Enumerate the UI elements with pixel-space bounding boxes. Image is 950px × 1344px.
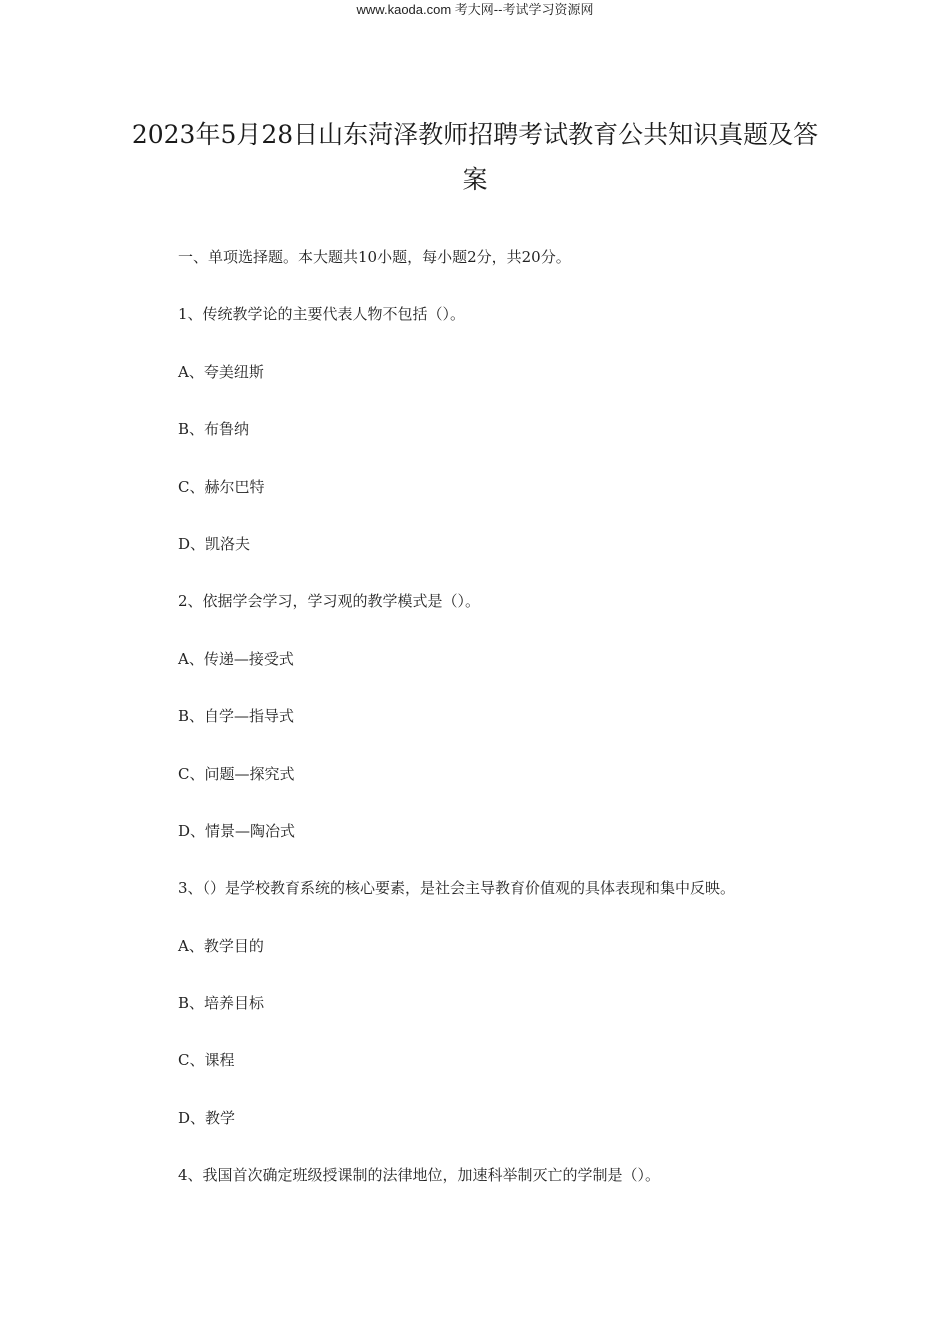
question-2: 2、依据学会学习，学习观的教学模式是（）。 xyxy=(178,592,481,611)
question-1-option-d: D、凯洛夫 xyxy=(178,534,251,553)
page-header xyxy=(0,0,950,22)
question-2-option-a: A、传递—接受式 xyxy=(178,649,294,668)
header-site-text: www.kaoda.com 考大网--考试学习资源网 xyxy=(356,2,594,17)
document-title: 2023年5月28日山东菏泽教师招聘考试教育公共知识真题及答案 xyxy=(131,120,819,194)
question-1: 1、传统教学论的主要代表人物不包括（）。 xyxy=(178,305,466,324)
document-body xyxy=(178,243,838,1219)
question-2-option-b: B、自学—指导式 xyxy=(178,707,295,726)
section-heading: 一、单项选择题。本大题共10小题，每小题2分，共20分。 xyxy=(178,248,571,266)
question-2-option-c: C、问题—探究式 xyxy=(178,764,295,783)
question-3-option-b: B、培养目标 xyxy=(178,994,265,1013)
question-3: 3、（）是学校教育系统的核心要素，是社会主导教育价值观的具体表现和集中反映。 xyxy=(178,879,736,898)
question-3-option-d: D、教学 xyxy=(178,1108,236,1127)
question-1-option-c: C、赫尔巴特 xyxy=(178,477,265,496)
question-1-option-b: B、布鲁纳 xyxy=(178,420,250,439)
question-4: 4、我国首次确定班级授课制的法律地位，加速科举制灭亡的学制是（）。 xyxy=(178,1166,661,1185)
question-2-option-d: D、情景—陶冶式 xyxy=(178,821,296,840)
question-3-option-a: A、教学目的 xyxy=(178,936,264,955)
question-3-option-c: C、课程 xyxy=(178,1051,235,1070)
question-1-option-a: A、夸美纽斯 xyxy=(178,362,264,381)
